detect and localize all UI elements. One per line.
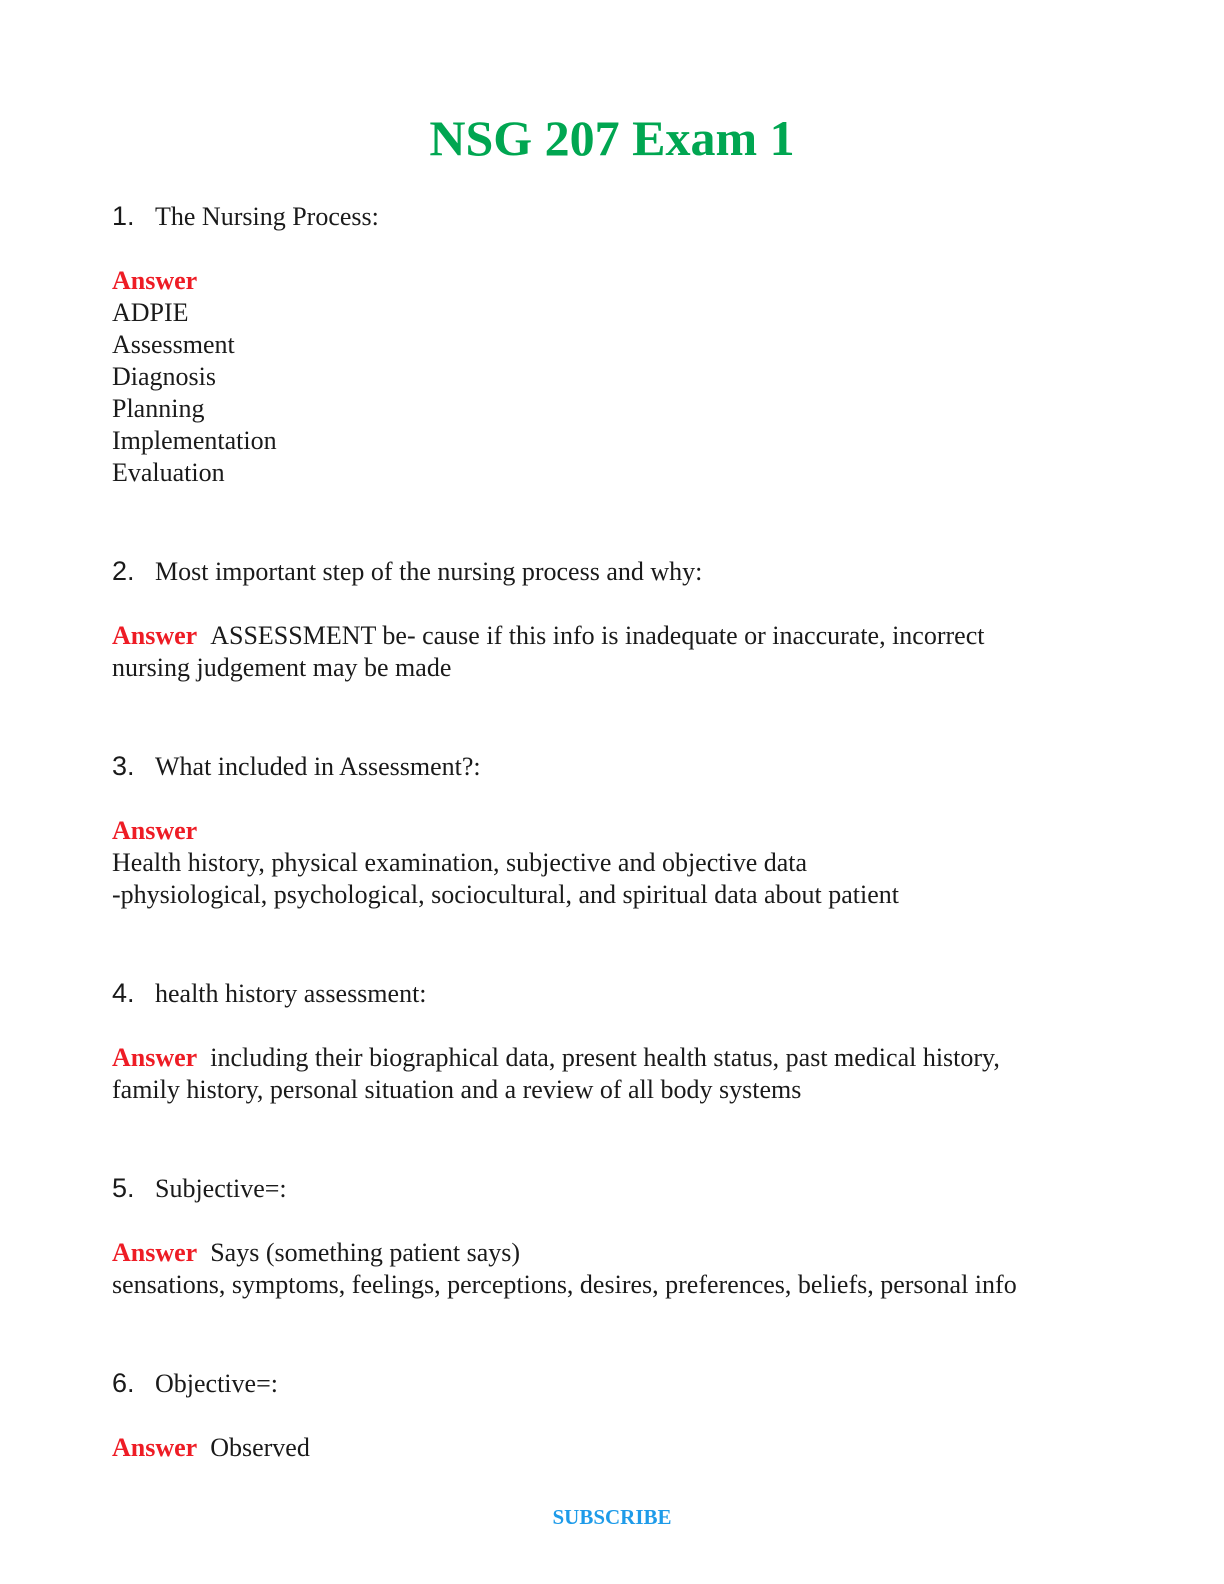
question-number: 1.	[112, 201, 135, 231]
answer-inline-text: ASSESSMENT be- cause if this info is inadequate or inaccurate, incorrect	[210, 621, 985, 650]
question-1	[112, 200, 1112, 489]
answer-line: Implementation	[112, 426, 277, 455]
answer-block	[112, 620, 1112, 684]
question-line	[112, 1367, 1112, 1400]
answer-line: Evaluation	[112, 458, 225, 487]
question-3	[112, 750, 1112, 911]
answer-block	[112, 1042, 1112, 1106]
question-text: health history assessment:	[155, 979, 427, 1008]
answer-label: Answer	[112, 621, 198, 650]
question-line	[112, 977, 1112, 1010]
answer-label: Answer	[112, 816, 198, 845]
answer-line: family history, personal situation and a review of all body systems	[112, 1075, 802, 1104]
question-2	[112, 555, 1112, 684]
answer-inline-text: Says (something patient says)	[210, 1238, 521, 1267]
question-number: 3.	[112, 751, 135, 781]
answer-line: Planning	[112, 394, 205, 423]
answer-block	[112, 265, 1112, 489]
answer-line: sensations, symptoms, feelings, perceptions, desires, preferences, beliefs, personal info	[112, 1270, 1017, 1299]
subscribe-link[interactable]: SUBSCRIBE	[552, 1505, 672, 1529]
question-5	[112, 1172, 1112, 1301]
question-number: 6.	[112, 1368, 135, 1398]
question-line	[112, 555, 1112, 588]
question-line	[112, 750, 1112, 783]
question-text: Objective=:	[155, 1369, 278, 1398]
question-4	[112, 977, 1112, 1106]
answer-line: Health history, physical examination, subjective and objective data	[112, 848, 808, 877]
answer-inline-text: Observed	[210, 1433, 310, 1462]
question-text: Subjective=:	[155, 1174, 287, 1203]
answer-line: -physiological, psychological, sociocultural, and spiritual data about patient	[112, 880, 900, 909]
question-number: 4.	[112, 978, 135, 1008]
question-6	[112, 1367, 1112, 1464]
answer-line: ADPIE	[112, 298, 189, 327]
answer-label: Answer	[112, 1043, 198, 1072]
answer-line: Assessment	[112, 330, 235, 359]
answer-inline-text: including their biographical data, present health status, past medical history,	[210, 1043, 1000, 1072]
question-line	[112, 1172, 1112, 1205]
answer-line: nursing judgement may be made	[112, 653, 452, 682]
question-text: What included in Assessment?:	[155, 752, 481, 781]
question-number: 2.	[112, 556, 135, 586]
answer-line: Diagnosis	[112, 362, 216, 391]
answer-block	[112, 1432, 1112, 1464]
question-text: Most important step of the nursing process and why:	[155, 557, 703, 586]
answer-block	[112, 815, 1112, 911]
question-text: The Nursing Process:	[155, 202, 379, 231]
page-title: NSG 207 Exam 1	[429, 110, 795, 166]
question-number: 5.	[112, 1173, 135, 1203]
answer-label: Answer	[112, 1238, 198, 1267]
answer-block	[112, 1237, 1112, 1301]
question-line	[112, 200, 1112, 233]
answer-label: Answer	[112, 266, 198, 295]
answer-label: Answer	[112, 1433, 198, 1462]
